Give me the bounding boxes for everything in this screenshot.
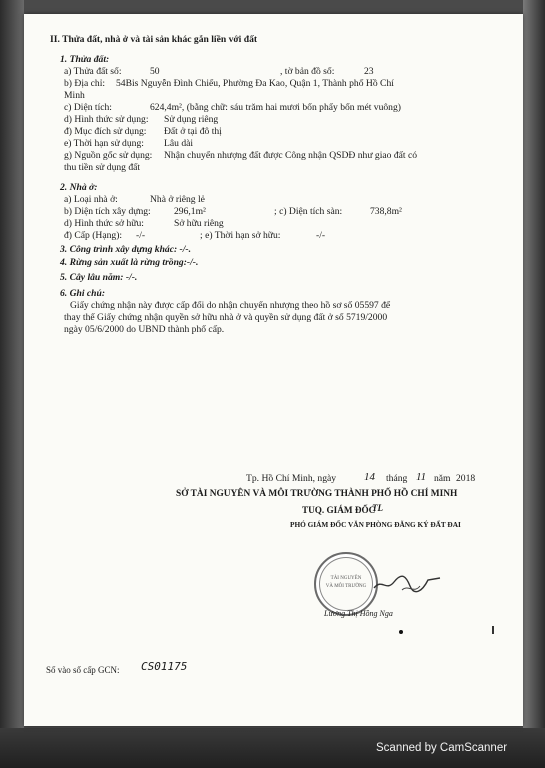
seal-text-line-2: VÀ MÔI TRƯỜNG (325, 584, 367, 589)
house-grade-value: -/- (136, 230, 146, 241)
signing-on-behalf: TUQ. GIÁM ĐỐC (302, 505, 376, 515)
house-heading: 2. Nhà ở: (60, 182, 98, 193)
house-type-value: Nhà ở riêng lẻ (150, 194, 205, 205)
ink-mark (492, 626, 494, 634)
notes-line-3: ngày 05/6/2000 do UBND thành phố cấp. (64, 324, 225, 335)
house-build-area-value: 296,1m² (174, 206, 206, 217)
signing-year: 2018 (456, 473, 476, 484)
land-address-value: 54Bis Nguyễn Đình Chiểu, Phường Đa Kao, Quận 1, Thành phố Hồ Chí (116, 78, 394, 89)
signer-name: Lương Thị Hồng Nga (324, 609, 393, 618)
house-ownership-label: d) Hình thức sở hữu: (64, 218, 144, 229)
land-origin-value: Nhận chuyển nhượng đất được Công nhận QSDĐ như giao đất có (164, 150, 418, 161)
signing-position: PHÓ GIÁM ĐỐC VĂN PHÒNG ĐĂNG KÝ ĐẤT ĐAI (290, 520, 461, 529)
signing-place-date-prefix: Tp. Hồ Chí Minh, ngày (246, 473, 337, 484)
camscanner-watermark: Scanned by CamScanner (376, 742, 508, 754)
section-title: II. Thửa đất, nhà ở và tài sản khác gắn liền với đất (50, 34, 258, 45)
land-area-value: 624,4m², (bằng chữ: sáu trăm hai mươi bốn phẩy bốn mét vuông) (150, 102, 401, 113)
signing-agency: SỞ TÀI NGUYÊN VÀ MÔI TRƯỜNG THÀNH PHỐ HỒ CHÍ MINH (176, 489, 458, 499)
signing-on-behalf-mark: TL (372, 503, 383, 513)
notes-line-1: Giấy chứng nhận này được cấp đổi do nhận chuyển nhượng theo hồ sơ số 05597 để (70, 300, 391, 311)
land-origin-label: g) Nguồn gốc sử dụng: (64, 150, 153, 161)
land-use-form-value: Sử dụng riêng (164, 114, 219, 125)
house-type-label: a) Loại nhà ở: (64, 194, 118, 205)
notes-heading: 6. Ghi chú: (60, 288, 106, 299)
house-term-label: ; e) Thời hạn sở hữu: (200, 230, 281, 241)
land-heading: 1. Thửa đất: (60, 54, 110, 65)
land-map-value: 23 (364, 66, 374, 77)
land-use-form-label: d) Hình thức sử dụng: (64, 114, 149, 125)
land-map-label: , tờ bản đồ số: (280, 66, 335, 77)
registry-label: Số vào sổ cấp GCN: (46, 665, 120, 675)
signing-year-label: năm (434, 473, 451, 484)
house-term-value: -/- (316, 230, 326, 241)
certificate-page (24, 14, 523, 726)
planted-forest-line: 4. Rừng sản xuất là rừng trồng:-/-. (60, 257, 199, 268)
land-address-label: b) Địa chỉ: (64, 78, 106, 89)
land-purpose-value: Đất ở tại đô thị (164, 126, 222, 137)
land-origin-value-cont: thu tiền sử dụng đất (64, 162, 141, 173)
land-parcel-label: a) Thửa đất số: (64, 66, 122, 77)
scan-background-right (523, 0, 545, 768)
other-works-line: 3. Công trình xây dựng khác: -/-. (60, 244, 192, 255)
land-purpose-label: đ) Mục đích sử dụng: (64, 126, 147, 137)
house-grade-label: đ) Cấp (Hạng): (64, 230, 123, 241)
land-term-label: e) Thời hạn sử dụng: (64, 138, 144, 149)
land-term-value: Lâu dài (164, 138, 194, 149)
land-address-value-cont: Minh (64, 90, 85, 101)
handwritten-signature (372, 572, 444, 596)
land-parcel-value: 50 (150, 66, 160, 77)
house-ownership-value: Sở hữu riêng (174, 218, 224, 229)
registry-value: CS01175 (141, 660, 188, 673)
notes-line-2: thay thế Giấy chứng nhận quyền sở hữu nhà ở và quyền sử dụng đất ở số 5719/2000 (64, 312, 388, 323)
land-area-label: c) Diện tích: (64, 102, 112, 113)
scan-background-left (0, 0, 24, 768)
official-seal (314, 552, 378, 616)
house-floor-area-value: 738,8m² (370, 206, 402, 217)
house-build-area-label: b) Diện tích xây dựng: (64, 206, 151, 217)
seal-text-line-1: TÀI NGUYÊN (330, 576, 362, 581)
signing-month: 11 (416, 471, 427, 483)
house-floor-area-label: ; c) Diện tích sàn: (274, 206, 343, 217)
signing-day: 14 (364, 471, 375, 483)
signing-month-label: tháng (386, 473, 408, 484)
perennial-trees-line: 5. Cây lâu năm: -/-. (60, 272, 138, 283)
ink-dot (399, 630, 403, 634)
